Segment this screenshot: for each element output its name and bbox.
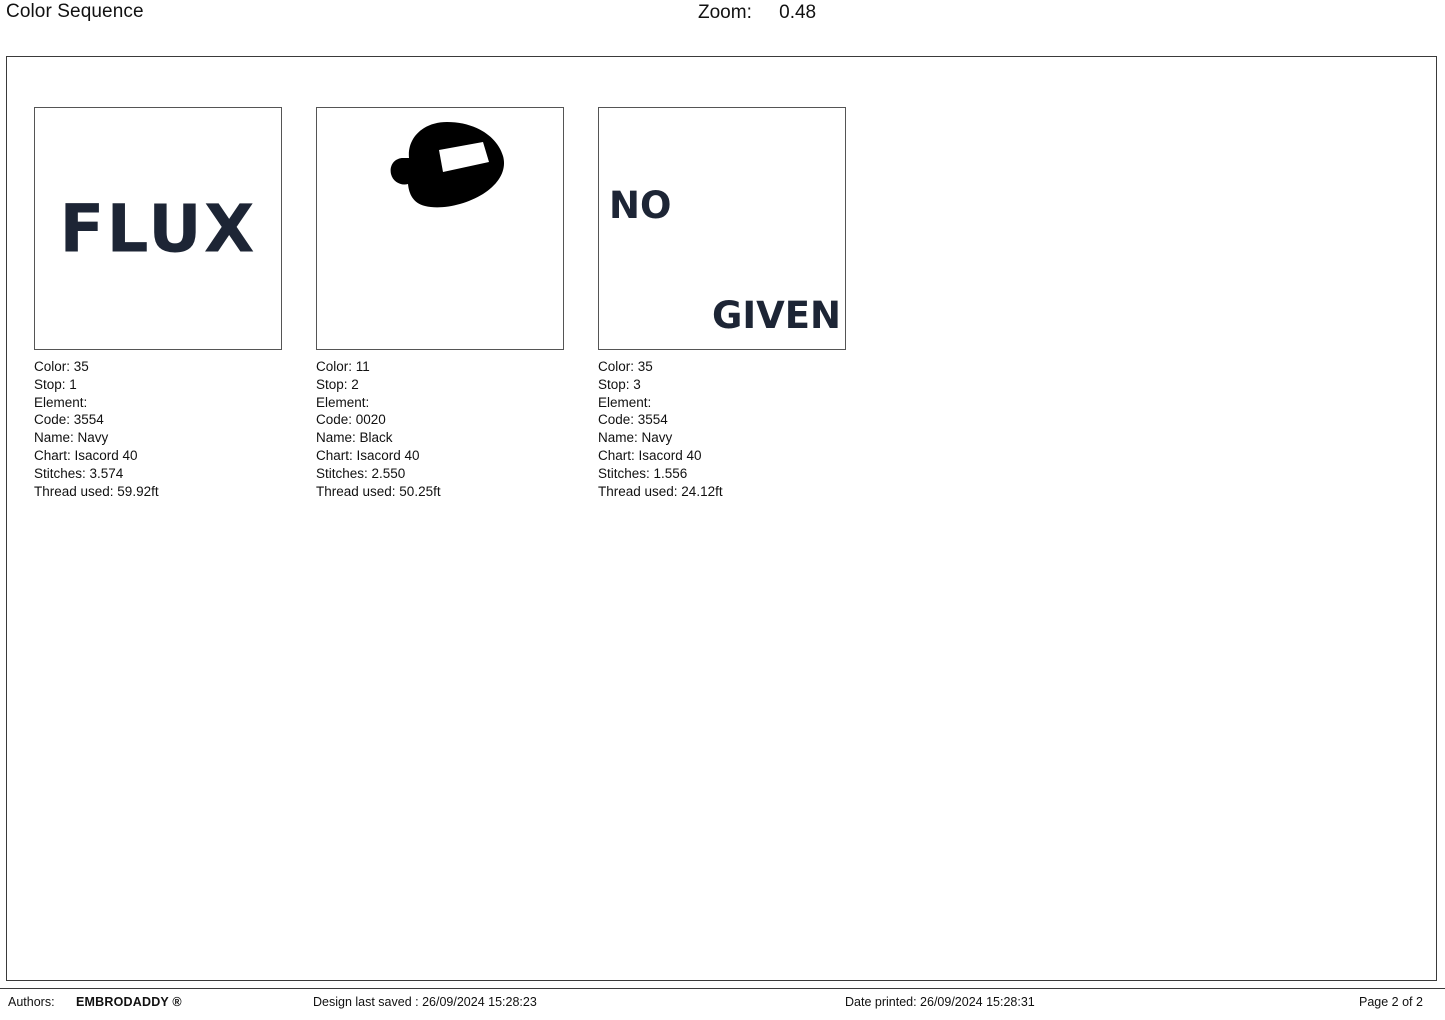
- detail-stitches: Stitches: 1.556: [598, 465, 688, 481]
- no-artwork-text: NO: [609, 184, 672, 227]
- detail-stop: Stop: 2: [316, 376, 359, 392]
- color-sequence-list: [34, 107, 846, 500]
- footer-brand: EMBRODADDY ®: [76, 995, 182, 1009]
- detail-name: Name: Navy: [598, 430, 673, 446]
- detail-stitches: Stitches: 3.574: [34, 465, 124, 481]
- given-artwork-text: GIVEN: [711, 294, 841, 337]
- detail-chart: Chart: Isacord 40: [316, 447, 420, 463]
- zoom-value[interactable]: 0.48: [779, 2, 817, 23]
- color-block[interactable]: [598, 107, 846, 500]
- welding-helmet-icon: [379, 114, 519, 224]
- detail-stitches: Stitches: 2.550: [316, 465, 406, 481]
- detail-code: Code: 3554: [598, 412, 668, 428]
- detail-stop: Stop: 1: [34, 376, 77, 392]
- color-details: [316, 358, 564, 500]
- detail-chart: Chart: Isacord 40: [598, 447, 702, 463]
- detail-thread-used: Thread used: 59.92ft: [34, 483, 159, 499]
- design-preview-swatch[interactable]: [34, 107, 282, 350]
- color-block[interactable]: [316, 107, 564, 500]
- detail-stop: Stop: 3: [598, 376, 641, 392]
- footer-last-saved: Design last saved : 26/09/2024 15:28:23: [313, 995, 537, 1009]
- detail-code: Code: 0020: [316, 412, 386, 428]
- detail-element: Element:: [598, 394, 652, 410]
- footer-page-number: Page 2 of 2: [1359, 995, 1423, 1009]
- color-details: [34, 358, 282, 500]
- detail-thread-used: Thread used: 24.12ft: [598, 483, 723, 499]
- detail-chart: Chart: Isacord 40: [34, 447, 138, 463]
- page-title: Color Sequence: [6, 1, 144, 22]
- footer-date-printed: Date printed: 26/09/2024 15:28:31: [845, 995, 1035, 1009]
- detail-color: Color: 35: [34, 359, 89, 374]
- detail-element: Element:: [34, 394, 88, 410]
- document-header: [0, 0, 1445, 44]
- zoom-label: Zoom:: [698, 2, 752, 23]
- zoom-control[interactable]: [698, 2, 816, 24]
- detail-color: Color: 35: [598, 359, 653, 374]
- detail-name: Name: Black: [316, 430, 393, 446]
- detail-code: Code: 3554: [34, 412, 104, 428]
- color-block[interactable]: [34, 107, 282, 500]
- detail-element: Element:: [316, 394, 370, 410]
- document-footer: [0, 988, 1445, 1020]
- detail-name: Name: Navy: [34, 430, 109, 446]
- design-preview-swatch[interactable]: [598, 107, 846, 350]
- color-details: [598, 358, 846, 500]
- flux-artwork-text: FLUX: [59, 190, 257, 267]
- design-preview-swatch[interactable]: [316, 107, 564, 350]
- detail-thread-used: Thread used: 50.25ft: [316, 483, 441, 499]
- detail-color: Color: 11: [316, 359, 370, 374]
- footer-authors-label: Authors:: [8, 995, 55, 1009]
